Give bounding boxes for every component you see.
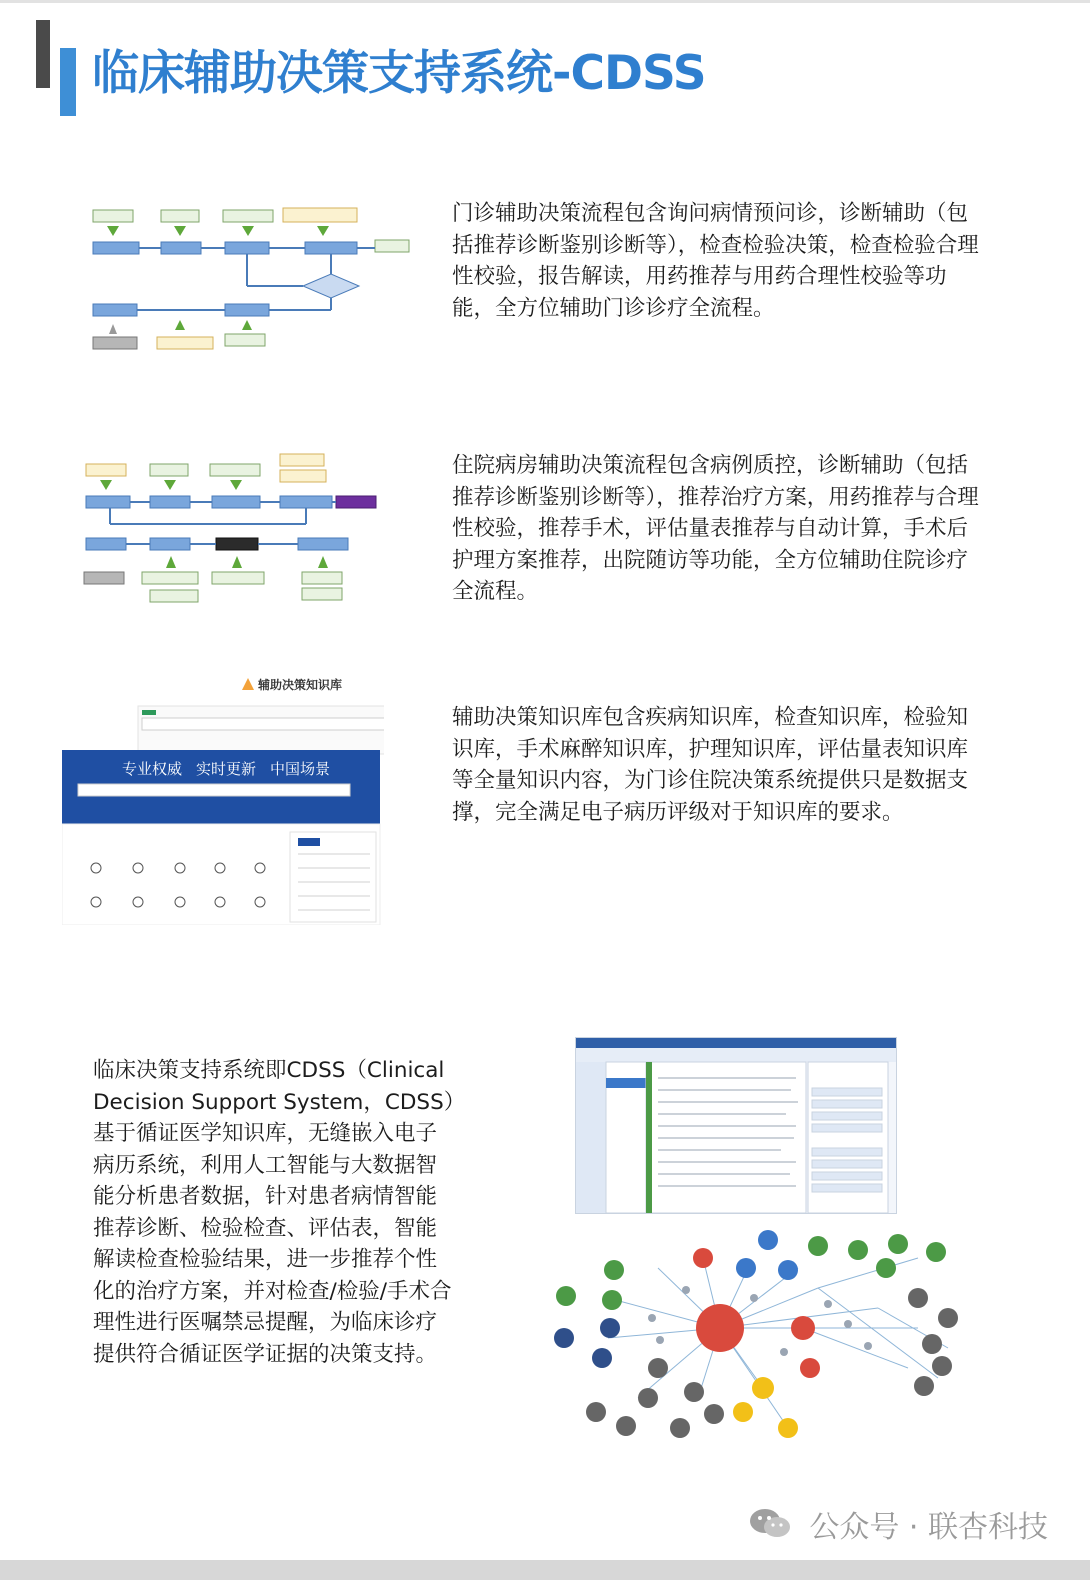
knowledge-graph-image [548, 1228, 968, 1448]
outpatient-description: 门诊辅助决策流程包含询问病情预问诊，诊断辅助（包括推荐诊断鉴别诊断等），检查检验决策，检查检验合理性校验，报告解读，用药推荐与用药合理性校验等功能，全方位辅助门诊诊疗全流程。 [452, 201, 979, 321]
knowledge-base-description: 辅助决策知识库包含疾病知识库，检查知识库，检验知识库，手术麻醉知识库，护理知识库，评估量表知识库等全量知识内容，为门诊住院决策系统提供只是数据支撑，完全满足电子病历评级对于知识库的要求。 [452, 705, 969, 825]
title-accent-bar-blue [60, 48, 76, 116]
top-divider [0, 0, 1090, 3]
bottom-divider [0, 1560, 1090, 1580]
cdss-description: 临床决策支持系统即CDSS（Clinical Decision Support System，CDSS）基于循证医学知识库，无缝嵌入电子病历系统，利用人工智能与大数据智能分析患者数据，针对患者病情智能推荐诊断、检验检查、评估表，智能解读检查检验结果，进一步推荐个性化的治疗方案，并对检查/检验/手术合理性进行医嘱禁忌提醒，为临床诊疗提供符合循证医学证据的决策支持。 [93, 1058, 455, 1367]
emr-system-screenshot [575, 1037, 897, 1214]
kb-banner-slogan-1: 专业权威 [122, 760, 183, 778]
kb-banner-slogan-3: 中国场景 [270, 760, 331, 778]
kb-banner-slogan-2: 实时更新 [196, 760, 257, 778]
wechat-icon [748, 1508, 792, 1540]
kb-app-title: 辅助决策知识库 [258, 678, 343, 692]
knowledge-base-screenshot [62, 670, 384, 925]
inpatient-description: 住院病房辅助决策流程包含病例质控，诊断辅助（包括推荐诊断鉴别诊断等），推荐治疗方案，用药推荐与合理性校验，推荐手术，评估量表推荐与自动计算，手术后护理方案推荐，出院随访等功能，全方位辅助住院诊疗全流程。 [452, 453, 979, 604]
title-accent-bar-gray [36, 20, 50, 88]
watermark-text: 公众号 · 联杏科技 [809, 1510, 1048, 1545]
page-title: 临床辅助决策支持系统-CDSS [92, 46, 706, 101]
outpatient-flowchart-image [85, 200, 420, 358]
inpatient-flowchart-image [80, 448, 380, 608]
